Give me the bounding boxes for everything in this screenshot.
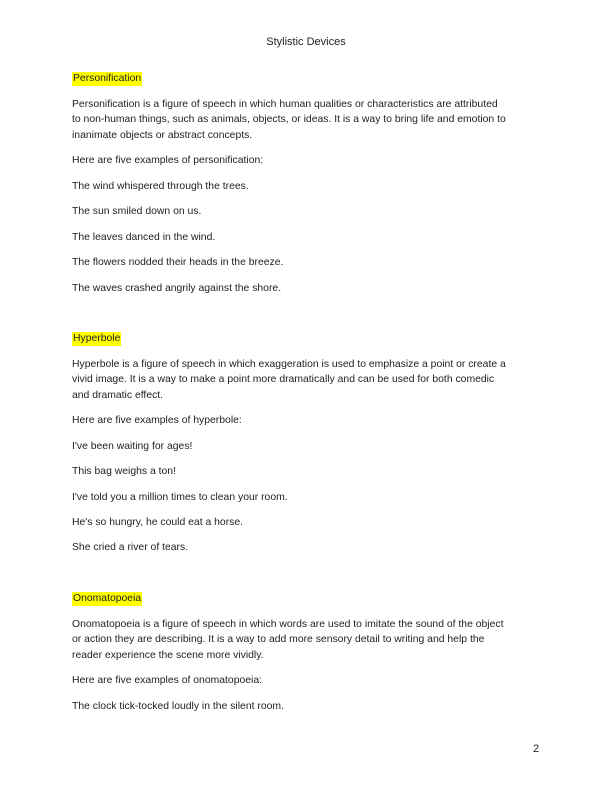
example-item: The sun smiled down on us. xyxy=(72,206,202,217)
definition-line: Personification is a figure of speech in which human qualities or characteristics are attributed xyxy=(72,99,498,110)
example-item: The flowers nodded their heads in the breeze. xyxy=(72,257,284,268)
definition-line: or action they are describing. It is a way to add more sensory detail to writing and help the xyxy=(72,634,485,645)
section-title-hyperbole: Hyperbole xyxy=(73,333,121,344)
example-item: I've been waiting for ages! xyxy=(72,441,193,452)
example-item: She cried a river of tears. xyxy=(72,542,189,553)
page-header-title: Stylistic Devices xyxy=(266,36,346,48)
page-number: 2 xyxy=(533,743,540,755)
example-item: The leaves danced in the wind. xyxy=(72,232,216,243)
section-title-onomatopoeia: Onomatopoeia xyxy=(73,593,142,604)
examples-intro: Here are five examples of personification: xyxy=(72,155,264,166)
definition-line: Onomatopoeia is a figure of speech in which words are used to imitate the sound of the object xyxy=(72,619,504,630)
example-item: He's so hungry, he could eat a horse. xyxy=(72,517,244,528)
section-title-personification: Personification xyxy=(73,73,142,84)
definition-line: and dramatic effect. xyxy=(72,390,164,401)
example-item: The wind whispered through the trees. xyxy=(72,181,249,192)
definition-line: vivid image. It is a way to make a point more dramatically and can be used for both comedic xyxy=(72,374,495,385)
definition-line: reader experience the scene more vividly. xyxy=(72,650,264,661)
examples-intro: Here are five examples of onomatopoeia: xyxy=(72,675,263,686)
example-item: This bag weighs a ton! xyxy=(72,466,176,477)
examples-intro: Here are five examples of hyperbole: xyxy=(72,415,242,426)
definition-line: inanimate objects or abstract concepts. xyxy=(72,130,253,141)
example-item: The clock tick-tocked loudly in the silent room. xyxy=(72,701,284,712)
definition-line: Hyperbole is a figure of speech in which exaggeration is used to emphasize a point or create a xyxy=(72,359,506,370)
example-item: I've told you a million times to clean your room. xyxy=(72,492,288,503)
definition-line: to non-human things, such as animals, objects, or ideas. It is a way to bring life and emotion to xyxy=(72,114,506,125)
example-item: The waves crashed angrily against the shore. xyxy=(72,283,282,294)
